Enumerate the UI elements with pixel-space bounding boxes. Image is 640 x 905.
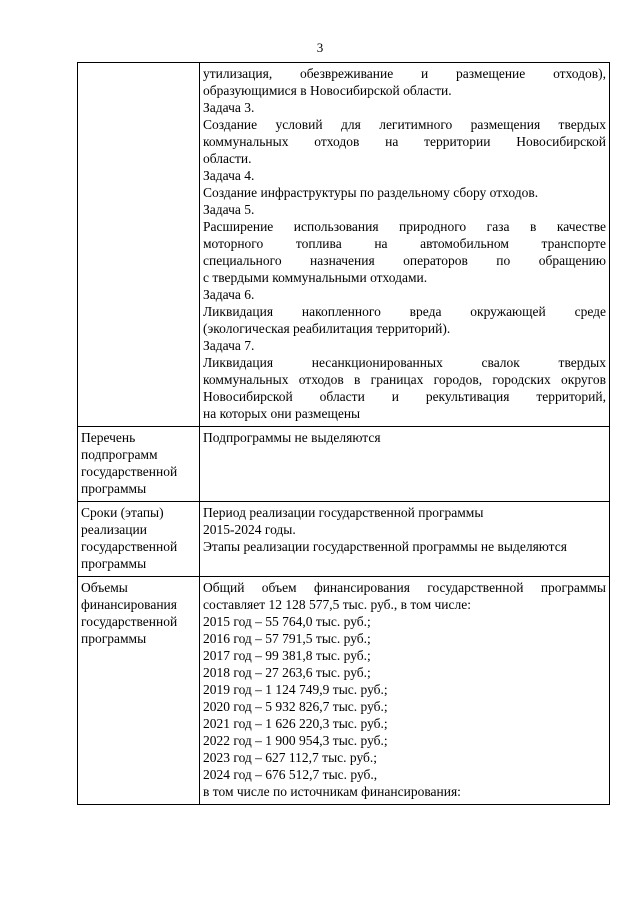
- row-label-line: программы: [81, 481, 147, 496]
- row-label-cell: [78, 577, 200, 805]
- row-label-line: программы: [81, 631, 147, 646]
- row-value-line: Задача 7.: [203, 338, 255, 353]
- row-value-line: образующимися в Новосибирской области.: [203, 83, 452, 98]
- passport-row: [78, 502, 610, 577]
- row-label-line: реализации: [81, 522, 147, 537]
- row-value-line: Расширение использования природного газа в качестве: [203, 219, 606, 234]
- row-label-line: подпрограмм: [81, 447, 158, 462]
- page-number: 3: [316, 40, 324, 55]
- row-label-line: государственной: [81, 614, 178, 629]
- row-label-line: государственной: [81, 464, 178, 479]
- row-value-line: составляет 12 128 577,5 тыс. руб., в том числе:: [203, 597, 472, 612]
- passport-table-body: [78, 63, 610, 805]
- row-value-line: 2016 год – 57 791,5 тыс. руб.;: [203, 631, 371, 646]
- row-value-line: Общий объем финансирования государственной программы: [203, 580, 606, 595]
- row-value-cell: [200, 63, 610, 427]
- row-value-line: 2024 год – 676 512,7 тыс. руб.,: [203, 767, 378, 782]
- row-label-line: государственной: [81, 539, 178, 554]
- row-label-line: Перечень: [81, 430, 136, 445]
- row-value-cell: [200, 502, 610, 577]
- row-value-line: коммунальных отходов на территории Новосибирской: [203, 134, 606, 149]
- row-value-line: Этапы реализации государственной программы не выделяются: [203, 539, 567, 554]
- row-value-line: 2017 год – 99 381,8 тыс. руб.;: [203, 648, 371, 663]
- row-label-line: Объемы: [81, 580, 128, 595]
- row-value-line: Создание условий для легитимного размещения твердых: [203, 117, 606, 132]
- passport-row: [78, 427, 610, 502]
- row-value-line: Создание инфраструктуры по раздельному сбору отходов.: [203, 185, 539, 200]
- row-label-cell: [78, 502, 200, 577]
- row-value-line: 2020 год – 5 932 826,7 тыс. руб.;: [203, 699, 388, 714]
- row-value-line: Период реализации государственной программы: [203, 505, 484, 520]
- row-value-line: 2015-2024 годы.: [203, 522, 296, 537]
- row-label-line: программы: [81, 556, 147, 571]
- row-value-line: области.: [203, 151, 252, 166]
- row-value-cell: [200, 577, 610, 805]
- row-value-line: 2023 год – 627 112,7 тыс. руб.;: [203, 750, 378, 765]
- row-value-line: 2019 год – 1 124 749,9 тыс. руб.;: [203, 682, 388, 697]
- row-value-cell: [200, 427, 610, 502]
- row-value-line: Ликвидация накопленного вреда окружающей среде: [203, 304, 606, 319]
- row-value-line: 2021 год – 1 626 220,3 тыс. руб.;: [203, 716, 388, 731]
- row-value-line: Новосибирской области и рекультивация территорий,: [203, 389, 606, 404]
- row-value-line: моторного топлива на автомобильном транспорте: [203, 236, 606, 251]
- row-value-line: 2018 год – 27 263,6 тыс. руб.;: [203, 665, 371, 680]
- row-value-line: специального назначения операторов по обращению: [203, 253, 606, 268]
- row-value-line: Задача 3.: [203, 100, 255, 115]
- row-value-line: (экологическая реабилитация территорий).: [203, 321, 451, 336]
- row-value-line: Задача 6.: [203, 287, 255, 302]
- row-value-line: Задача 4.: [203, 168, 255, 183]
- passport-row: [78, 577, 610, 805]
- row-value-line: с твердыми коммунальными отходами.: [203, 270, 428, 285]
- passport-row: [78, 63, 610, 427]
- row-label-cell: [78, 427, 200, 502]
- row-value-line: Задача 5.: [203, 202, 255, 217]
- row-label-line: Сроки (этапы): [81, 505, 164, 520]
- row-value-line: 2022 год – 1 900 954,3 тыс. руб.;: [203, 733, 388, 748]
- program-passport-table: [77, 62, 610, 805]
- row-value-line: на которых они размещены: [203, 406, 361, 421]
- row-value-line: в том числе по источникам финансирования:: [203, 784, 461, 799]
- row-value-line: Ликвидация несанкционированных свалок твердых: [203, 355, 606, 370]
- row-value-line: коммунальных отходов в границах городов, городских округов: [203, 372, 606, 387]
- row-value-line: утилизация, обезвреживание и размещение отходов),: [203, 66, 606, 81]
- row-value-line: Подпрограммы не выделяются: [203, 430, 381, 445]
- row-label-cell: [78, 63, 200, 427]
- row-label-line: финансирования: [81, 597, 177, 612]
- row-value-line: 2015 год – 55 764,0 тыс. руб.;: [203, 614, 371, 629]
